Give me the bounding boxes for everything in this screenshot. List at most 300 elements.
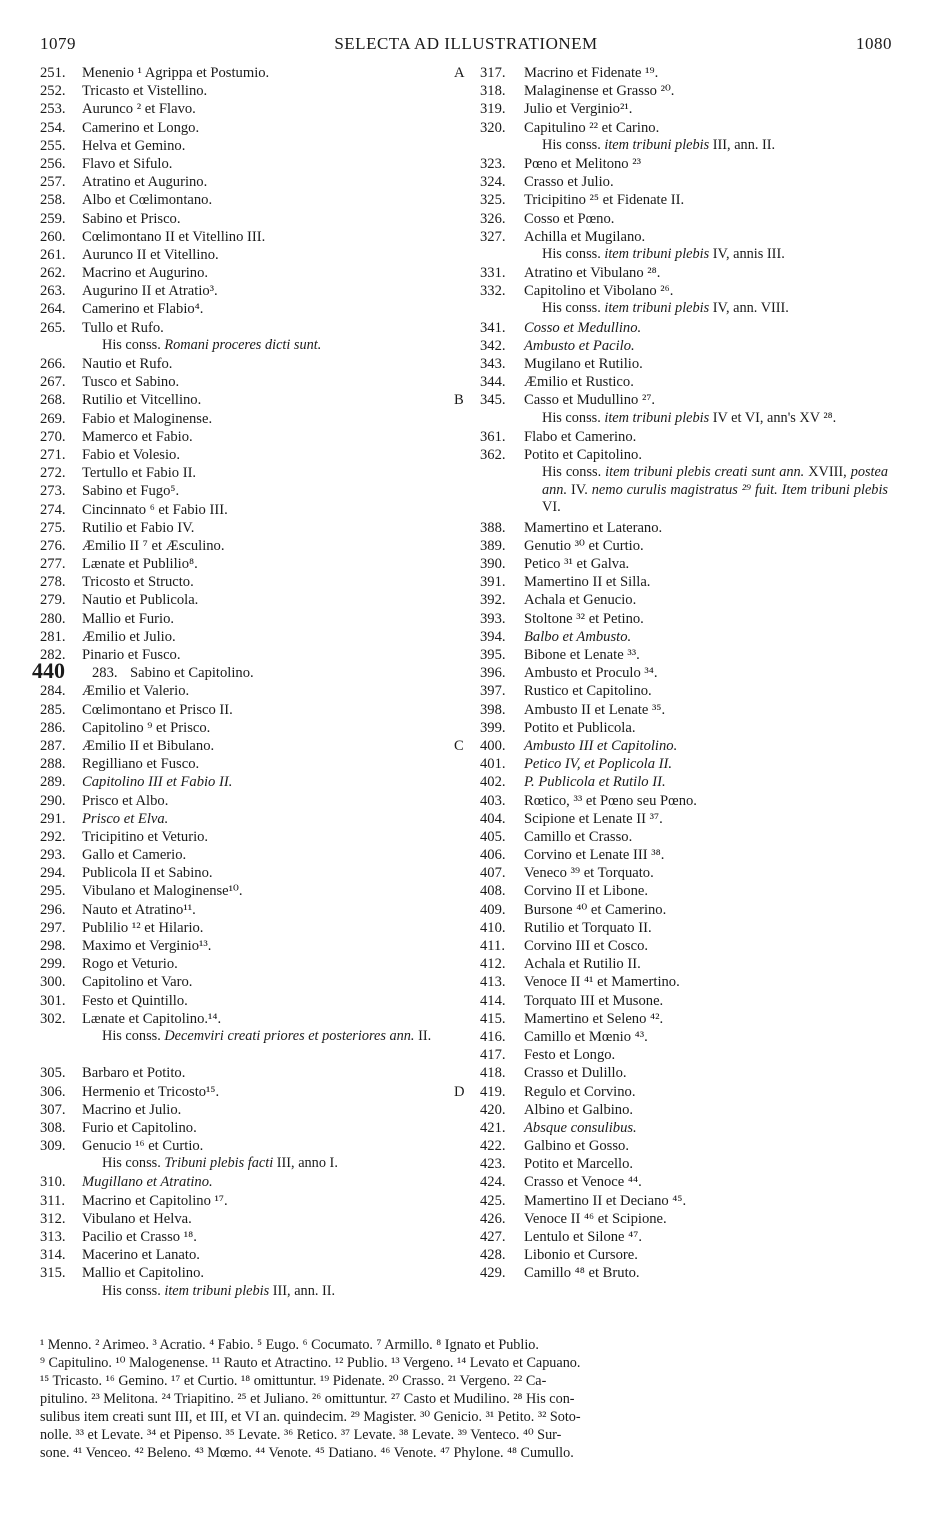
- entry-number: 311.: [40, 1192, 65, 1209]
- consul-entry: [40, 82, 460, 100]
- entry-text: Sabino et Fugo⁵.: [82, 483, 180, 500]
- entry-number: 275.: [40, 519, 66, 536]
- entry-number: 300.: [40, 974, 66, 991]
- entry-number: 259.: [40, 210, 66, 227]
- note-text: II.: [414, 1027, 432, 1044]
- entry-number: 426.: [480, 1210, 506, 1227]
- consul-entry: [40, 1101, 460, 1119]
- footnote-line: nolle. ³³ et Levate. ³⁴ et Pipenso. ³⁵ Levate. ³⁶ Retico. ³⁷ Levate. ³⁸ Levate. ³⁹ Venteco. ⁴⁰ Sur-: [40, 1427, 562, 1443]
- consul-entry: [40, 737, 460, 755]
- footnote-line: sulibus item creati sunt III, et III, et VI an. quindecim. ²⁹ Magister. ³⁰ Genicio. ³¹ Petito. ³² Soto-: [40, 1409, 581, 1425]
- entry-number: 279.: [40, 592, 66, 609]
- entry-number: 398.: [480, 701, 506, 718]
- note-emphasis: nemo curulis magistratus ²⁹ fuit. Item tribuni plebis: [591, 481, 888, 498]
- consul-entry: [454, 737, 900, 755]
- entry-text: Capitolino ⁹ et Prisco.: [82, 719, 211, 736]
- entry-text: Capitulino ²² et Carino.: [524, 119, 660, 136]
- entry-number: 420.: [480, 1101, 506, 1118]
- consul-entry: [40, 373, 460, 391]
- footnote-line: ⁹ Capitulino. ¹⁰ Malogenense. ¹¹ Rauto et Atractino. ¹² Publio. ¹³ Vergeno. ¹⁴ Levato et Capuano.: [40, 1355, 581, 1371]
- entry-text: Tricipitino et Veturio.: [82, 828, 209, 845]
- note-text: His conss.: [542, 300, 605, 317]
- note-text: His conss.: [542, 464, 606, 481]
- entry-text: Prisco et Albo.: [82, 792, 169, 809]
- entry-text: Rustico et Capitolino.: [524, 683, 652, 700]
- entry-number: 301.: [40, 992, 66, 1009]
- entry-text: Mamertino II et Deciano ⁴⁵.: [524, 1192, 687, 1209]
- footnote-line: pitulino. ²³ Melitona. ²⁴ Triapitino. ²⁵ et Juliano. ²⁶ omittuntur. ²⁷ Casto et Mudilino. ²⁸ His con-: [40, 1391, 575, 1407]
- note-text: IV, ann. VIII.: [709, 300, 789, 317]
- entry-number: 264.: [40, 301, 66, 318]
- consul-entry: [40, 1064, 460, 1082]
- entry-text: Ambusto et Pacilo.: [524, 337, 635, 354]
- consul-entry: [40, 682, 460, 700]
- entry-text: Torquato III et Musone.: [524, 992, 664, 1009]
- note-emphasis: item tribuni plebis: [164, 1282, 270, 1299]
- consul-entry: [40, 119, 460, 137]
- entry-number: 272.: [40, 465, 66, 482]
- entry-text: Lænate et Publilio⁸.: [82, 556, 198, 573]
- page-header: [40, 34, 892, 56]
- consul-entry: [480, 355, 900, 373]
- entry-number: 277.: [40, 556, 66, 573]
- consul-entry: [480, 264, 900, 282]
- margin-letter: D: [454, 1083, 465, 1100]
- entry-number: 405.: [480, 828, 506, 845]
- entry-text: Flabo et Camerino.: [524, 428, 637, 445]
- consul-entry: [40, 482, 460, 500]
- note-text: IV et VI, ann's XV ²⁸.: [709, 409, 837, 426]
- entry-text: Achilla et Mugilano.: [524, 228, 646, 245]
- consul-entry: [40, 464, 460, 482]
- entry-number: 268.: [40, 392, 66, 409]
- consul-entry: [480, 373, 900, 391]
- consul-entry: [480, 173, 900, 191]
- entry-number: 419.: [480, 1083, 506, 1100]
- entry-text: Venoce II ⁴¹ et Mamertino.: [524, 974, 680, 991]
- conss-note: [480, 300, 900, 318]
- consul-entry: [40, 919, 460, 937]
- consul-entry: [40, 246, 460, 264]
- entry-text: Mamertino II et Silla.: [524, 574, 651, 591]
- note-text: His conss.: [542, 136, 605, 153]
- entry-number: 260.: [40, 228, 66, 245]
- entry-text: Balbo et Ambusto.: [524, 628, 632, 645]
- entry-text: Galbino et Gosso.: [524, 1138, 629, 1155]
- entry-text: Tricasto et Vistellino.: [82, 83, 208, 100]
- entry-number: 396.: [480, 665, 506, 682]
- consul-entry: [40, 555, 460, 573]
- entry-text: Mallio et Capitolino.: [82, 1265, 205, 1282]
- consul-entry: [480, 992, 900, 1010]
- footnote-line: ¹ Menno. ² Arimeo. ³ Acratio. ⁴ Fabio. ⁵ Eugo. ⁶ Cocumato. ⁷ Armillo. ⁸ Ignato et Publio.: [40, 1337, 539, 1353]
- consul-entry: [40, 446, 460, 464]
- entry-text: Barbaro et Potito.: [82, 1065, 186, 1082]
- entry-number: 297.: [40, 919, 66, 936]
- consul-entry: [40, 573, 460, 591]
- entry-text: Cosso et Medullino.: [524, 319, 642, 336]
- entry-number: 427.: [480, 1229, 506, 1246]
- note-text: His conss.: [542, 245, 605, 262]
- entry-number: 409.: [480, 901, 506, 918]
- entry-text: P. Publicola et Rutilo II.: [524, 774, 666, 791]
- entry-text: Macrino et Capitolino ¹⁷.: [82, 1192, 228, 1209]
- entry-number: 422.: [480, 1138, 506, 1155]
- entry-number: 286.: [40, 719, 66, 736]
- consul-entry: [480, 882, 900, 900]
- entry-number: 270.: [40, 428, 66, 445]
- entry-text: Potito et Capitolino.: [524, 446, 642, 463]
- entry-text: Achala et Genucio.: [524, 592, 637, 609]
- entry-text: Corvino II et Libone.: [524, 883, 649, 900]
- consul-entry: [480, 646, 900, 664]
- entry-number: 412.: [480, 956, 506, 973]
- entry-number: 290.: [40, 792, 66, 809]
- consul-entry: [480, 1028, 900, 1046]
- consul-entry: [480, 610, 900, 628]
- entry-text: Macerino et Lanato.: [82, 1247, 200, 1264]
- consul-entry: [40, 1228, 460, 1246]
- entry-text: Achala et Rutilio II.: [524, 956, 641, 973]
- entry-text: Casso et Mudullino ²⁷.: [524, 392, 656, 409]
- conss-note: [480, 410, 900, 428]
- consul-entry: [480, 846, 900, 864]
- consul-entry: [40, 992, 460, 1010]
- entry-number: 326.: [480, 210, 506, 227]
- note-text: XVIII,: [804, 464, 851, 481]
- entry-text: Rœtico, ³³ et Pœno seu Pœno.: [524, 792, 697, 809]
- entry-number: 416.: [480, 1028, 506, 1045]
- consul-entry: [480, 864, 900, 882]
- note-text: His conss.: [102, 1027, 165, 1044]
- consul-entry: [40, 628, 460, 646]
- consul-entry: [40, 591, 460, 609]
- entry-text: Ambusto III et Capitolino.: [524, 737, 678, 754]
- entry-text: Vibulano et Helva.: [82, 1210, 192, 1227]
- entry-number: 331.: [480, 265, 506, 282]
- entry-text: Potito et Marcello.: [524, 1156, 634, 1173]
- entry-text: Ambusto II et Lenate ³⁵.: [524, 701, 666, 718]
- note-text: III, ann. II.: [269, 1282, 336, 1299]
- entry-number: 341.: [480, 319, 506, 336]
- entry-number: 310.: [40, 1174, 66, 1191]
- entry-text: Julio et Verginio²¹.: [524, 101, 633, 118]
- consul-entry: [480, 792, 900, 810]
- entry-text: Æmilio II ⁷ et Æsculino.: [82, 537, 225, 554]
- consul-entry: [454, 391, 900, 409]
- entry-text: Sabino et Prisco.: [82, 210, 181, 227]
- entry-number: 314.: [40, 1247, 66, 1264]
- consul-entry: [480, 755, 900, 773]
- consul-entry: [40, 610, 460, 628]
- note-emphasis: postea ann.: [542, 464, 889, 498]
- consul-entry: [40, 355, 460, 373]
- entry-text: Ambusto et Proculo ³⁴.: [524, 665, 658, 682]
- entry-number: 415.: [480, 1010, 506, 1027]
- note-emphasis: Tribuni plebis facti: [164, 1155, 274, 1172]
- consul-entry: [480, 428, 900, 446]
- entry-number: 345.: [480, 392, 506, 409]
- consul-entry: [40, 955, 460, 973]
- consul-entry: [480, 919, 900, 937]
- entry-number: 283.: [92, 665, 118, 682]
- note-text: IV.: [567, 481, 592, 498]
- entry-number: 313.: [40, 1229, 66, 1246]
- entry-text: Bursone ⁴⁰ et Camerino.: [524, 901, 667, 918]
- consul-entry: [480, 937, 900, 955]
- consul-entry: [40, 1264, 460, 1282]
- consul-entry: [40, 300, 460, 318]
- entry-text: Festo et Longo.: [524, 1047, 616, 1064]
- entry-text: Lentulo et Silone ⁴⁷.: [524, 1229, 642, 1246]
- entry-text: Cœlimontano et Prisco II.: [82, 701, 233, 718]
- consul-entry: [480, 446, 900, 464]
- consul-entry: [480, 1173, 900, 1191]
- entry-number: 393.: [480, 610, 506, 627]
- consul-entry: [480, 591, 900, 609]
- consul-entry: [40, 701, 460, 719]
- entry-text: Mugilano et Rutilio.: [524, 356, 643, 372]
- entry-number: 399.: [480, 719, 506, 736]
- consul-entry: [40, 901, 460, 919]
- entry-text: Flavo et Sifulo.: [82, 155, 173, 172]
- margin-letter: A: [454, 65, 465, 81]
- entry-number: 254.: [40, 119, 66, 136]
- entry-number: 417.: [480, 1047, 506, 1064]
- consul-entry: [40, 391, 460, 409]
- entry-text: Pinario et Fusco.: [82, 647, 181, 663]
- entry-text: Æmilio et Rustico.: [524, 374, 634, 391]
- entry-text: Crasso et Dulillo.: [524, 1065, 627, 1082]
- consul-entry: [40, 828, 460, 846]
- entry-text: Rutilio et Vitcellino.: [82, 392, 202, 409]
- entry-number: 295.: [40, 883, 66, 900]
- conss-note: [480, 464, 900, 519]
- entry-text: Fabio et Maloginense.: [82, 410, 213, 427]
- consul-entry: [480, 773, 900, 791]
- consul-entry: [480, 664, 900, 682]
- entry-text: Æmilio et Julio.: [82, 628, 176, 645]
- entry-number: 395.: [480, 647, 506, 664]
- entry-number: 397.: [480, 683, 506, 700]
- entry-number: 388.: [480, 519, 506, 536]
- note-text: His conss.: [102, 1155, 165, 1172]
- entry-number: 361.: [480, 428, 506, 445]
- entry-number: 323.: [480, 155, 506, 172]
- consul-entry: [480, 828, 900, 846]
- entry-number: 253.: [40, 101, 66, 118]
- entry-number: 281.: [40, 628, 66, 645]
- entry-number: 294.: [40, 865, 66, 882]
- running-title: SELECTA AD ILLUSTRATIONEM: [334, 34, 598, 53]
- consul-entry: [40, 191, 460, 209]
- consul-entry: [40, 410, 460, 428]
- consul-entry: [480, 537, 900, 555]
- entry-number: 306.: [40, 1083, 66, 1100]
- consul-entry: [480, 155, 900, 173]
- entry-text: Prisco et Elva.: [82, 810, 169, 827]
- consul-entry: [40, 1210, 460, 1228]
- entry-number: 325.: [480, 192, 506, 209]
- entry-number: 302.: [40, 1010, 66, 1027]
- consul-entry: [480, 1228, 900, 1246]
- entry-number: 269.: [40, 410, 66, 427]
- entry-number: 343.: [480, 356, 506, 372]
- entry-number: 423.: [480, 1156, 506, 1173]
- entry-number: 309.: [40, 1138, 66, 1155]
- margin-letter: C: [454, 737, 464, 754]
- consul-entry: [40, 792, 460, 810]
- entry-text: Mamertino et Laterano.: [524, 519, 663, 536]
- entry-number: 414.: [480, 992, 506, 1009]
- consul-entry: [40, 755, 460, 773]
- entry-text: Malaginense et Grasso ²⁰.: [524, 83, 675, 100]
- consul-entry: [480, 810, 900, 828]
- entry-text: Aurunco ² et Flavo.: [82, 101, 196, 118]
- consul-entry: [40, 319, 460, 337]
- consul-entry: [480, 337, 900, 355]
- consul-entry: [40, 64, 460, 82]
- consul-entry: [40, 719, 460, 737]
- entry-number: 257.: [40, 174, 66, 191]
- consul-entry: [40, 1119, 460, 1137]
- conss-note: [480, 246, 900, 264]
- entry-text: Albino et Galbino.: [524, 1101, 634, 1118]
- entry-text: Mamertino et Seleno ⁴².: [524, 1010, 664, 1027]
- entry-text: Tricipitino ²⁵ et Fidenate II.: [524, 192, 685, 209]
- consul-entry: [480, 228, 900, 246]
- consul-entry: [40, 1246, 460, 1264]
- entry-number: 317.: [480, 65, 506, 81]
- entry-text: Pœno et Melitono ²³: [524, 155, 641, 172]
- consul-entry: [40, 1137, 460, 1155]
- entry-text: Maximo et Verginio¹³.: [82, 938, 212, 954]
- entry-number: 392.: [480, 592, 506, 609]
- entry-text: Macrino et Fidenate ¹⁹.: [524, 65, 659, 81]
- entry-number: 273.: [40, 483, 66, 500]
- entry-text: Absque consulibus.: [524, 1119, 637, 1136]
- consul-entry: [480, 701, 900, 719]
- entry-text: Nautio et Publicola.: [82, 592, 199, 609]
- entry-number: 284.: [40, 683, 66, 700]
- consul-entry: [40, 282, 460, 300]
- entry-text: Corvino et Lenate III ³⁸.: [524, 847, 665, 864]
- entry-number: 407.: [480, 865, 506, 882]
- consul-entry: [480, 628, 900, 646]
- entry-number: 390.: [480, 556, 506, 573]
- entry-text: Libonio et Cursore.: [524, 1247, 638, 1264]
- consul-entry: [40, 810, 460, 828]
- consul-entry: [480, 210, 900, 228]
- consul-entry: [480, 282, 900, 300]
- entry-text: Petico ³¹ et Galva.: [524, 556, 630, 573]
- entry-text: Macrino et Augurino.: [82, 265, 209, 282]
- entry-number: 267.: [40, 374, 66, 391]
- entry-text: Camillo et Mœnio ⁴³.: [524, 1028, 648, 1045]
- entry-text: Corvino III et Cosco.: [524, 938, 649, 955]
- note-text: III, ann. II.: [709, 136, 776, 153]
- entry-number: 266.: [40, 356, 66, 372]
- entry-number: 411.: [480, 938, 505, 955]
- entry-text: Tertullo et Fabio II.: [82, 465, 197, 482]
- entry-number: 429.: [480, 1265, 506, 1282]
- entry-number: 312.: [40, 1210, 66, 1227]
- footnote-line: sone. ⁴¹ Venceo. ⁴² Beleno. ⁴³ Mœmo. ⁴⁴ Venote. ⁴⁵ Datiano. ⁴⁶ Venote. ⁴⁷ Phylone. ⁴⁸ Cumullo.: [40, 1445, 574, 1461]
- entry-text: Cincinnato ⁶ et Fabio III.: [82, 501, 228, 518]
- right-column: [454, 64, 900, 1283]
- consul-entry: [40, 210, 460, 228]
- entry-number: 307.: [40, 1101, 66, 1118]
- entry-text: Camerino et Flabio⁴.: [82, 301, 204, 318]
- entry-number: 391.: [480, 574, 506, 591]
- entry-number: 308.: [40, 1119, 66, 1136]
- entry-number: 410.: [480, 919, 506, 936]
- consul-entry: [480, 555, 900, 573]
- entry-number: 256.: [40, 155, 66, 172]
- consul-entry: [480, 573, 900, 591]
- consul-entry: [480, 82, 900, 100]
- page-number-left: 1079: [40, 34, 76, 53]
- entry-number: 292.: [40, 828, 66, 845]
- entry-text: Bibone et Lenate ³³.: [524, 647, 640, 664]
- consul-entry: [40, 519, 460, 537]
- entry-number: 418.: [480, 1065, 506, 1082]
- note-text: III, anno I.: [273, 1155, 338, 1172]
- entry-text: Petico IV, et Poplicola II.: [524, 756, 673, 773]
- consul-entry: [480, 519, 900, 537]
- consul-entry: [40, 173, 460, 191]
- entry-number: 318.: [480, 83, 506, 100]
- consul-entry: [480, 1046, 900, 1064]
- consul-entry: [40, 646, 460, 664]
- entry-number: 261.: [40, 246, 66, 263]
- entry-text: Crasso et Venoce ⁴⁴.: [524, 1174, 642, 1191]
- entry-text: Publilio ¹² et Hilario.: [82, 919, 204, 936]
- entry-text: Mugillano et Atratino.: [82, 1174, 213, 1191]
- entry-number: 344.: [480, 374, 506, 391]
- entry-text: Gallo et Camerio.: [82, 847, 187, 864]
- note-emphasis: item tribuni plebis: [604, 300, 710, 317]
- entry-text: Potito et Publicola.: [524, 719, 636, 736]
- note-emphasis: Romani proceres dicti sunt.: [164, 336, 322, 353]
- entry-text: Rogo et Veturio.: [82, 956, 178, 973]
- entry-text: Camerino et Longo.: [82, 119, 200, 136]
- consul-entry: [480, 191, 900, 209]
- footnotes: [40, 1336, 892, 1462]
- consul-entry: [40, 864, 460, 882]
- entry-number: 424.: [480, 1174, 506, 1191]
- note-text: IV, annis III.: [709, 245, 785, 262]
- consul-entry: [480, 319, 900, 337]
- entry-number: 425.: [480, 1192, 506, 1209]
- entry-number: 288.: [40, 756, 66, 773]
- note-text: His conss.: [102, 1282, 165, 1299]
- consul-entry: [40, 1083, 460, 1101]
- entry-text: Menenio ¹ Agrippa et Postumio.: [82, 65, 270, 81]
- entry-number: 305.: [40, 1065, 66, 1082]
- entry-text: Lænate et Capitolino.¹⁴.: [82, 1010, 222, 1027]
- consul-entry: [480, 100, 900, 118]
- consul-entry: [40, 973, 460, 991]
- entry-text: Festo et Quintillo.: [82, 992, 188, 1009]
- consul-entry: [40, 537, 460, 555]
- consul-entry: [40, 937, 460, 955]
- entry-text: Tullo et Rufo.: [82, 319, 164, 336]
- entry-number: 282.: [40, 647, 66, 663]
- entry-text: Regulo et Corvino.: [524, 1083, 636, 1100]
- consul-entry: [480, 1101, 900, 1119]
- entry-number: 299.: [40, 956, 66, 973]
